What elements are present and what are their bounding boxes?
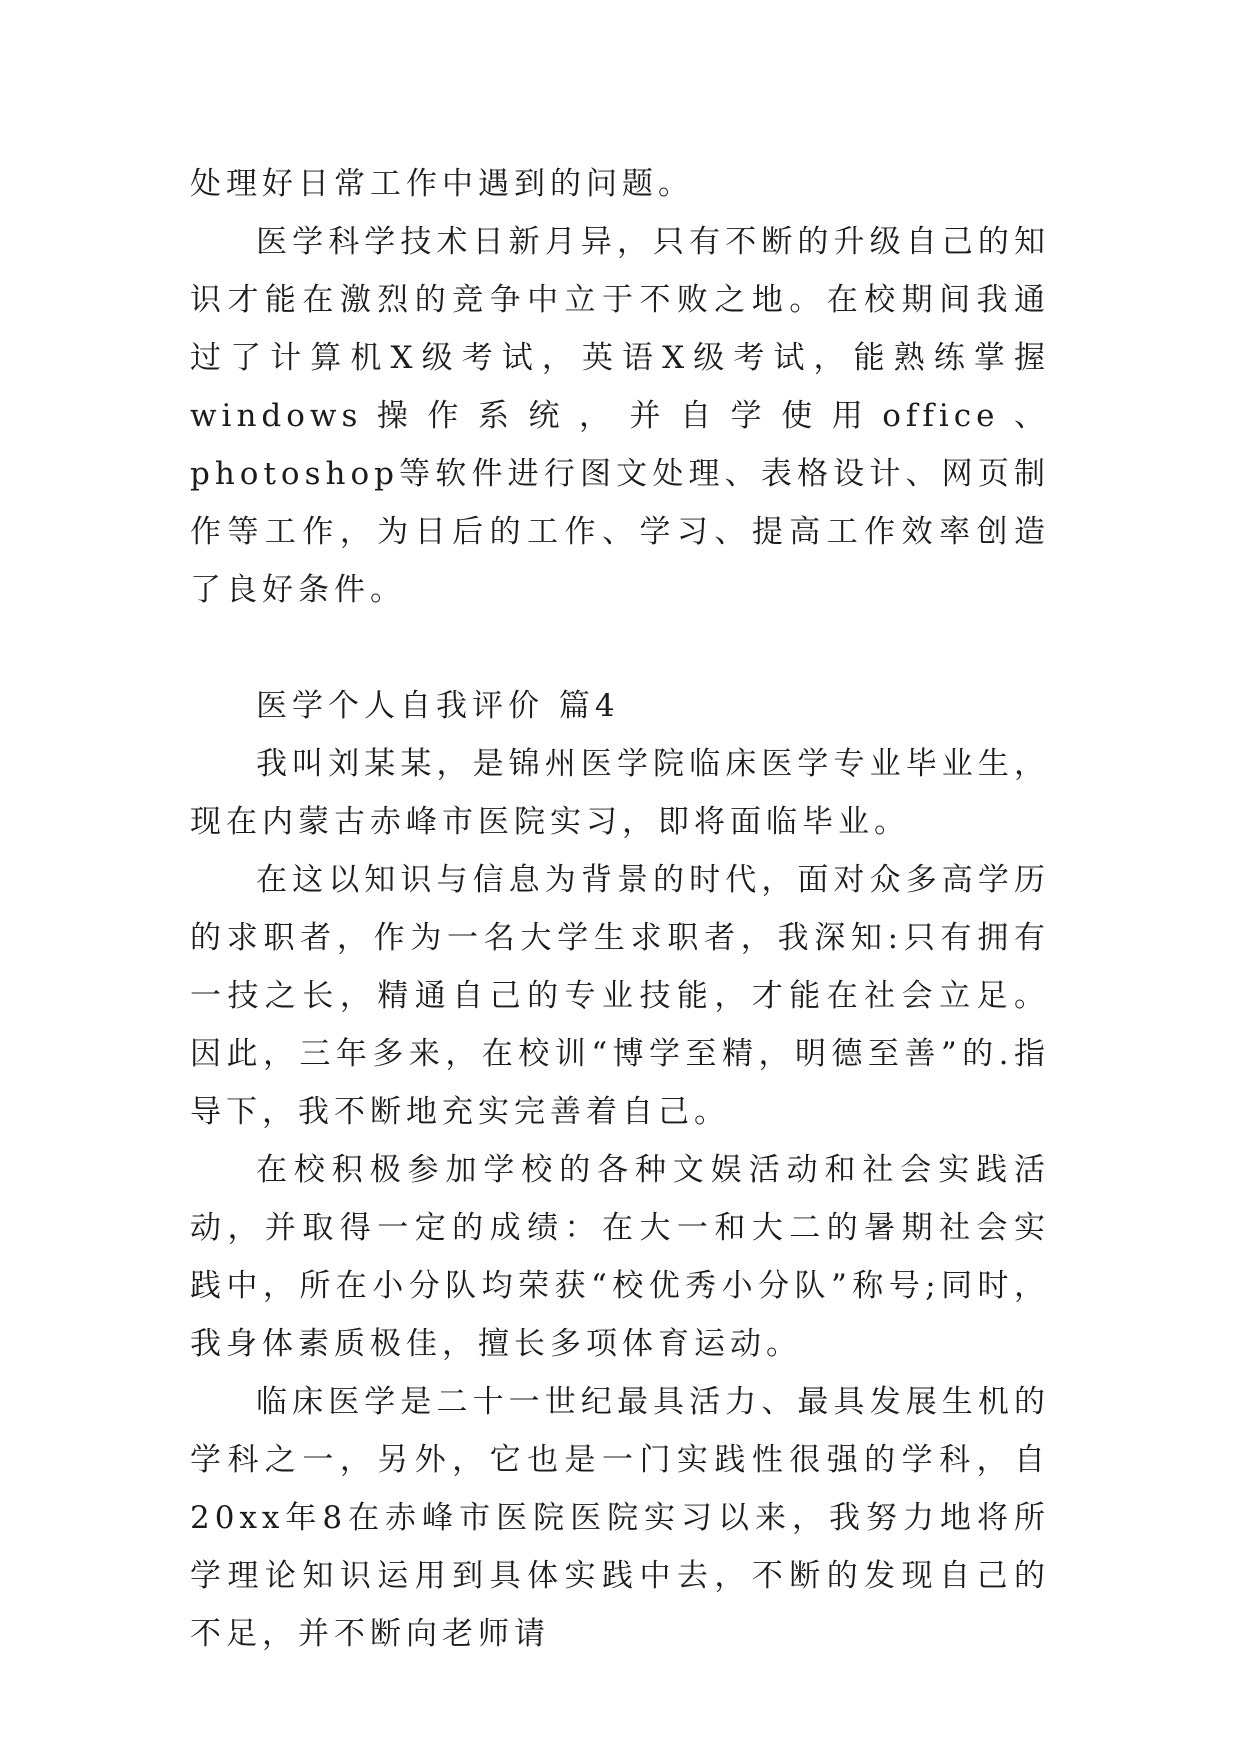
paragraph-skills: 医学科学技术日新月异，只有不断的升级自己的知识才能在激烈的竞争中立于不败之地。在校期间我通过了计算机X级考试，英语X级考试，能熟练掌握windows操作系统，并自学使用office、photoshop等软件进行图文处理、表格设计、网页制作等工作，为日后的工作、学习、提高工作效率创造了良好条件。 <box>190 224 1050 608</box>
section-title: 医学个人自我评价 篇4 <box>256 688 620 724</box>
document-body <box>190 155 1050 1663</box>
paragraph-era: 在这以知识与信息为背景的时代，面对众多高学历的求职者，作为一名大学生求职者，我深知:只有拥有一技之长，精通自己的专业技能，才能在社会立足。因此，三年多来，在校训“博学至精，明德至善”的.指导下，我不断地充实完善着自己。 <box>190 862 1050 1130</box>
paragraph-intro: 我叫刘某某，是锦州医学院临床医学专业毕业生，现在内蒙古赤峰市医院实习，即将面临毕业。 <box>190 746 1050 840</box>
paragraph-activities: 在校积极参加学校的各种文娱活动和社会实践活动，并取得一定的成绩：在大一和大二的暑期社会实践中，所在小分队均荣获“校优秀小分队”称号;同时，我身体素质极佳，擅长多项体育运动。 <box>190 1152 1050 1362</box>
paragraph-continuation: 处理好日常工作中遇到的问题。 <box>190 166 694 202</box>
paragraph-clinical: 临床医学是二十一世纪最具活力、最具发展生机的学科之一，另外，它也是一门实践性很强的学科，自20xx年8在赤峰市医院医院实习以来，我努力地将所学理论知识运用到具体实践中去，不断的发现自己的不足，并不断向老师请 <box>190 1384 1050 1652</box>
